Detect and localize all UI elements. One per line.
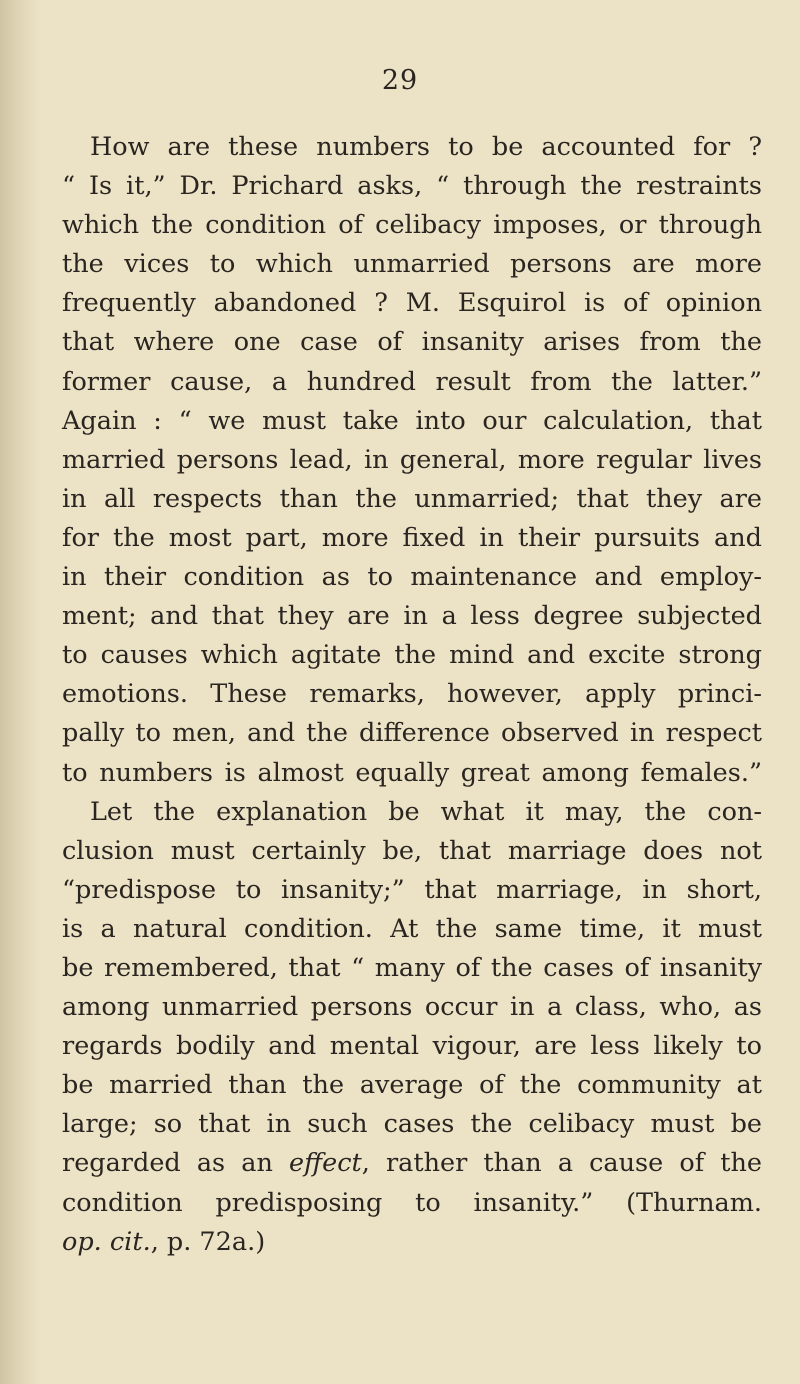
text-line: which the condition of celibacy imposes, or through bbox=[62, 210, 762, 241]
text-line: large; so that in such cases the celibacy must be bbox=[62, 1109, 762, 1140]
text-span: , rather than a cause of the bbox=[361, 1148, 763, 1179]
page-gutter-shadow bbox=[0, 0, 40, 1384]
text-line: How are these numbers to be accounted for ? bbox=[90, 132, 762, 162]
text-line: in all respects than the unmarried; that they are bbox=[62, 483, 762, 514]
text-line: regards bodily and mental vigour, are less likely to bbox=[62, 1031, 762, 1062]
italic-text: effect bbox=[288, 1148, 362, 1179]
text-line: emotions. These remarks, however, apply princi- bbox=[62, 679, 762, 710]
text-span: , p. 72a.) bbox=[150, 1226, 266, 1257]
text-line bbox=[62, 1144, 762, 1183]
text-line: “predispose to insanity;” that marriage, in short, bbox=[62, 874, 762, 905]
text-line: frequently abandoned ? M. Esquirol is of opinion bbox=[62, 288, 762, 319]
text-line: for the most part, more fixed in their pursuits and bbox=[62, 522, 762, 553]
text-line: ment; and that they are in a less degree subjected bbox=[62, 601, 762, 632]
text-line: among unmarried persons occur in a class, who, as bbox=[62, 992, 762, 1023]
text-line bbox=[62, 1223, 762, 1262]
text-line: to numbers is almost equally great among females.” bbox=[62, 757, 762, 788]
text-line: condition predisposing to insanity.” (Thurnam. bbox=[62, 1187, 762, 1218]
text-line: in their condition as to maintenance and employ- bbox=[62, 562, 762, 593]
text-line: clusion must certainly be, that marriage does not bbox=[62, 835, 762, 866]
text-line: that where one case of insanity arises from the bbox=[62, 327, 762, 358]
italic-text: op. cit. bbox=[62, 1226, 151, 1257]
text-span: regarded as an bbox=[62, 1148, 289, 1179]
text-line: former cause, a hundred result from the latter.” bbox=[62, 366, 762, 397]
text-line: pally to men, and the difference observed in respect bbox=[62, 718, 762, 749]
page-number: 29 bbox=[381, 65, 419, 96]
body-text bbox=[62, 128, 762, 1262]
text-line: Let the explanation be what it may, the con- bbox=[90, 796, 762, 827]
text-line: be remembered, that “ many of the cases of insanity bbox=[62, 952, 762, 983]
text-line: the vices to which unmarried persons are more bbox=[62, 249, 762, 280]
text-line: be married than the average of the community at bbox=[62, 1070, 762, 1101]
text-line: Again : “ we must take into our calculation, that bbox=[62, 405, 762, 436]
text-line: married persons lead, in general, more regular lives bbox=[62, 444, 762, 475]
text-line: to causes which agitate the mind and excite strong bbox=[62, 640, 762, 671]
text-line: “ Is it,” Dr. Prichard asks, “ through the restraints bbox=[62, 171, 762, 202]
text-line: is a natural condition. At the same time, it must bbox=[62, 913, 762, 944]
